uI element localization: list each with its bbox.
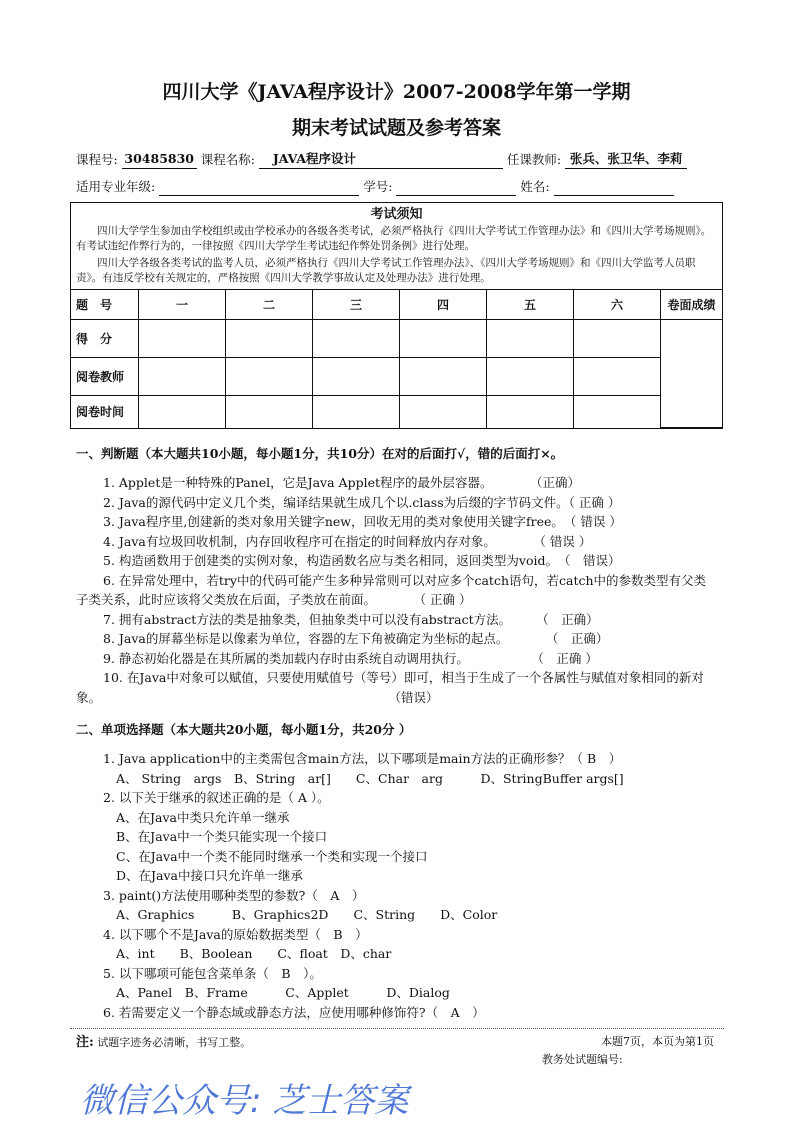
choice-question: 3. paint()方法使用哪种类型的参数?（ A ） bbox=[103, 887, 365, 903]
choice-option: D、在Java中接口只允许单一继承 bbox=[116, 868, 304, 883]
score-table bbox=[71, 289, 722, 428]
score-cell[interactable] bbox=[313, 396, 400, 428]
table-row bbox=[71, 320, 722, 358]
score-cell[interactable] bbox=[139, 396, 226, 428]
section2 bbox=[76, 721, 724, 1022]
footer-note bbox=[76, 1031, 251, 1050]
header-total-score: 卷面成绩 bbox=[661, 290, 723, 320]
watermark: 微信公众号: 芝士答案 bbox=[80, 1081, 409, 1121]
course-name: JAVA程序设计 bbox=[259, 150, 503, 169]
choice-option: A、在Java中类只允许单一继承 bbox=[116, 809, 290, 825]
score-cell[interactable] bbox=[574, 320, 661, 358]
note-label: 注: bbox=[76, 1035, 94, 1050]
header-col: 三 bbox=[313, 290, 400, 320]
section2-heading: 二、单项选择题（本大题共20小题，每小题1分，共20分 ） bbox=[76, 722, 412, 737]
choice-option: C、在Java中一个类不能同时继承一个类和实现一个接口 bbox=[116, 848, 428, 864]
score-cell[interactable] bbox=[400, 320, 487, 358]
judgement-item: 9. 静态初始化器是在其所属的类加载内存时由系统自动调用执行。 （ 正确 ） bbox=[103, 650, 598, 666]
choice-question: 6. 若需要定义一个静态域或静态方法，应使用哪种修饰符?（ A ） bbox=[103, 1004, 485, 1020]
row-label: 得 分 bbox=[71, 320, 139, 358]
document-title: 四川大学《JAVA程序设计》2007-2008学年第一学期 bbox=[162, 81, 631, 103]
score-cell[interactable] bbox=[139, 358, 226, 396]
header-col: 六 bbox=[574, 290, 661, 320]
course-no-label: 课程号: bbox=[76, 152, 118, 167]
document-subtitle: 期末考试试题及参考答案 bbox=[291, 117, 501, 139]
judgement-item: 3. Java程序里,创建新的类对象用关键字new，回收无用的类对象使用关键字free。 （ 错误 ） bbox=[103, 514, 622, 529]
judgement-item-continued: 子类关系，此时应该将父类放在后面，子类放在前面。 （ 正确 ） bbox=[76, 592, 472, 607]
teacher-label: 任课教师: bbox=[506, 152, 562, 167]
judgement-item: 8. Java的屏幕坐标是以像素为单位，容器的左下角被确定为坐标的起点。 （ 正确） bbox=[103, 631, 609, 646]
score-cell[interactable] bbox=[226, 320, 313, 358]
course-name-label: 课程名称: bbox=[200, 152, 255, 167]
score-cell[interactable] bbox=[226, 358, 313, 396]
judgement-item-continued: 象。 （错误） bbox=[76, 689, 439, 705]
score-cell[interactable] bbox=[574, 358, 661, 396]
choice-option: B、在Java中一个类只能实现一个接口 bbox=[116, 829, 328, 844]
score-table-header bbox=[71, 290, 722, 320]
header-col: 一 bbox=[139, 290, 226, 320]
name-field[interactable] bbox=[554, 181, 674, 196]
total-score-cell[interactable] bbox=[661, 320, 723, 428]
judgement-item: 5. 构造函数用于创建类的实例对象，构造函数名应与类名相同，返回类型为void。 （ 错误） bbox=[103, 553, 621, 568]
score-cell[interactable] bbox=[487, 358, 574, 396]
score-cell[interactable] bbox=[313, 320, 400, 358]
judgement-item: 2. Java的源代码中定义几个类，编译结果就生成几个以.class为后缀的字节码文件。（ 正确 ） bbox=[103, 494, 621, 510]
score-cell[interactable] bbox=[574, 396, 661, 428]
header-col: 二 bbox=[226, 290, 313, 320]
judgement-item: 1. Applet是一种特殊的Panel，它是Java Applet程序的最外层容器。 （正确） bbox=[103, 475, 580, 490]
table-row bbox=[71, 358, 722, 396]
choice-options: A、int B、Boolean C、float D、char bbox=[116, 946, 392, 961]
notice-title: 考试须知 bbox=[370, 207, 423, 222]
student-no-field[interactable] bbox=[396, 181, 516, 196]
score-cell[interactable] bbox=[487, 320, 574, 358]
header-col: 四 bbox=[400, 290, 487, 320]
score-cell[interactable] bbox=[400, 358, 487, 396]
course-info-line bbox=[76, 150, 726, 169]
judgement-item: 10. 在Java中对象可以赋值，只要使用赋值号（等号）即可，相当于生成了一个各属性与赋值对象相同的新对 bbox=[103, 670, 704, 685]
section1 bbox=[76, 445, 724, 707]
exam-page bbox=[0, 80, 793, 1069]
score-cell[interactable] bbox=[400, 396, 487, 428]
student-info-line bbox=[76, 178, 726, 196]
judgement-item: 6. 在异常处理中，若try中的代码可能产生多种异常则可以对应多个catch语句，若catch中的参数类型有父类 bbox=[103, 572, 707, 588]
notice-paragraph-1: 四川大学学生参加由学校组织或由学校承办的各级各类考试，必须严格执行《四川大学考试工作管理办法》和《四川大学考场规则》。有考试违纪作弊行为的，一律按照《四川大学学生考试违纪作弊处罚条例》进行处理。 bbox=[76, 225, 712, 252]
teacher: 张兵、张卫华、李莉 bbox=[565, 150, 687, 169]
major-label: 适用专业年级: bbox=[76, 179, 156, 194]
exam-notice-box bbox=[70, 202, 723, 429]
choice-options: A、Panel B、Frame C、Applet D、Dialog bbox=[116, 985, 450, 1000]
choice-question: 5. 以下哪项可能包含菜单条（ B ）。 bbox=[103, 965, 322, 981]
note-text: 试题字迹务必清晰，书写工整。 bbox=[97, 1036, 252, 1049]
score-cell[interactable] bbox=[226, 396, 313, 428]
course-no: 30485830 bbox=[122, 150, 197, 169]
header-question-no: 题 号 bbox=[71, 290, 139, 320]
table-row bbox=[71, 396, 722, 428]
judgement-item: 4. Java有垃圾回收机制，内存回收程序可在指定的时间释放内存对象。 （ 错误 ） bbox=[103, 533, 592, 549]
footer bbox=[70, 1028, 724, 1069]
choice-question: 2. 以下关于继承的叙述正确的是（ A ）。 bbox=[103, 790, 330, 805]
choice-options: A、Graphics B、Graphics2D C、String D、Color bbox=[116, 907, 498, 922]
page-info: 本题7页，本页为第1页 bbox=[601, 1035, 714, 1048]
section1-heading: 一、判断题（本大题共10小题，每小题1分，共10分）在对的后面打√，错的后面打×。 bbox=[76, 446, 564, 461]
header-col: 五 bbox=[487, 290, 574, 320]
row-label: 阅卷教师 bbox=[71, 358, 139, 396]
student-no-label: 学号: bbox=[363, 179, 393, 194]
judgement-item: 7. 拥有abstract方法的类是抽象类，但抽象类中可以没有abstract方法。 （ 正确） bbox=[103, 611, 599, 627]
score-cell[interactable] bbox=[139, 320, 226, 358]
score-cell[interactable] bbox=[313, 358, 400, 396]
notice-paragraph-2: 四川大学各级各类考试的监考人员，必须严格执行《四川大学考试工作管理办法》、《四川大学考场规则》和《四川大学监考人员职责》。有违反学校有关规定的，严格按照《四川大学教学事故认定及处理办法》进行处理。 bbox=[76, 257, 696, 284]
row-label: 阅卷时间 bbox=[71, 396, 139, 428]
choice-question: 4. 以下哪个不是Java的原始数据类型（ B ） bbox=[103, 926, 368, 942]
name-label: 姓名: bbox=[520, 179, 550, 194]
exam-number-label: 教务处试题编号: bbox=[542, 1053, 623, 1066]
major-field[interactable] bbox=[159, 181, 359, 196]
choice-question: 1. Java application中的主类需包含main方法，以下哪项是main方法的正确形参？（ B ） bbox=[103, 751, 622, 766]
choice-options: A、 String args B、String ar[] C、Char arg D、StringBuffer args[] bbox=[116, 770, 624, 786]
score-cell[interactable] bbox=[487, 396, 574, 428]
